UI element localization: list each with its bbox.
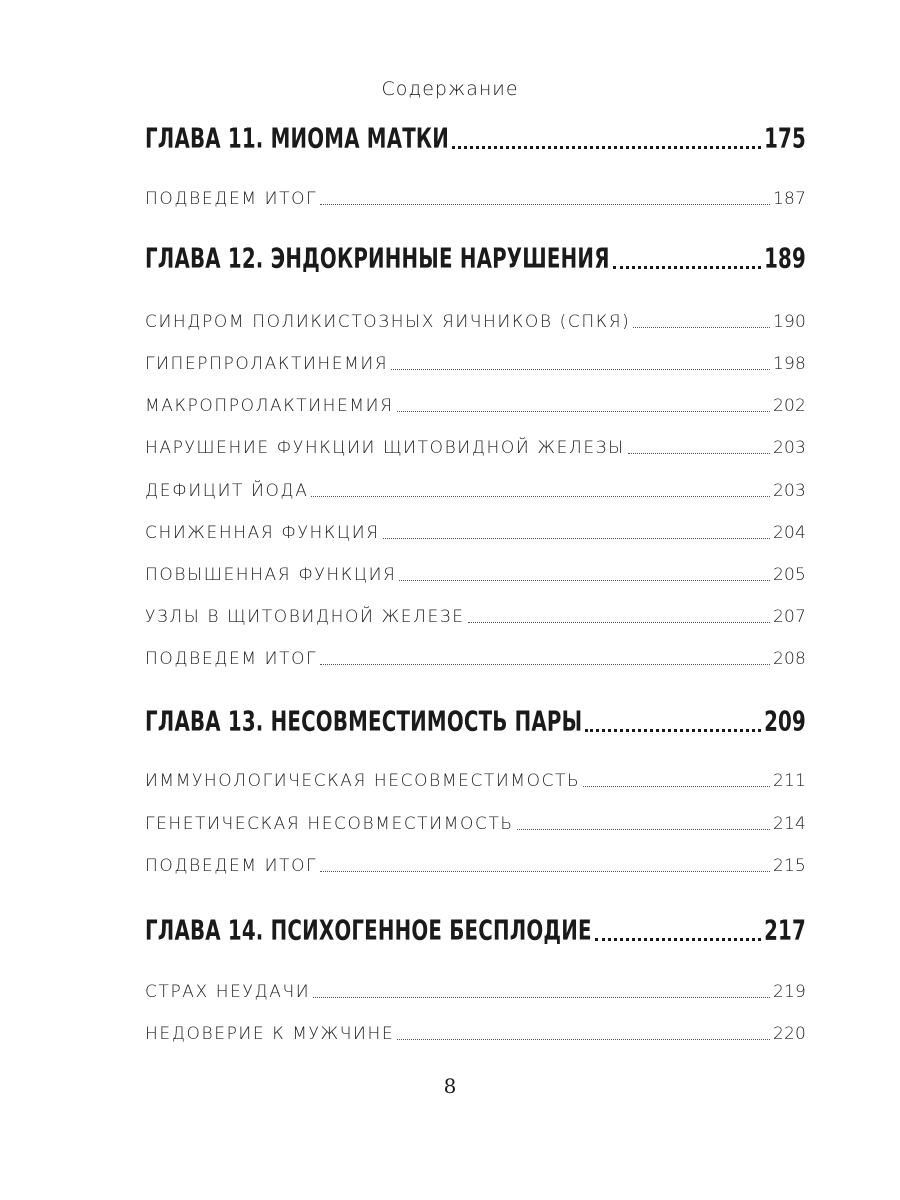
toc-section-row[interactable]: [145, 189, 806, 209]
toc-chapter-row[interactable]: [145, 915, 806, 947]
dot-leader: [595, 938, 761, 941]
section-title: НАРУШЕНИЕ ФУНКЦИИ ЩИТОВИДНОЙ ЖЕЛЕЗЫ: [145, 438, 625, 458]
section-page-number: 211: [772, 771, 806, 791]
dot-leader: [583, 786, 770, 787]
chapter-page-number: 209: [764, 706, 806, 738]
dot-leader: [613, 266, 761, 269]
dot-leader: [383, 538, 770, 539]
section-page-number: 215: [772, 856, 806, 876]
dot-leader: [633, 327, 770, 328]
toc-chapter-row[interactable]: [145, 706, 806, 738]
toc-section-row[interactable]: [145, 523, 806, 543]
section-title: ПОВЫШЕННАЯ ФУНКЦИЯ: [145, 565, 397, 585]
toc-section-row[interactable]: [145, 354, 806, 374]
toc-section-row[interactable]: [145, 396, 806, 416]
section-page-number: 190: [772, 312, 806, 332]
section-title: УЗЛЫ В ЩИТОВИДНОЙ ЖЕЛЕЗЕ: [145, 607, 465, 627]
section-title: ПОДВЕДЕМ ИТОГ: [145, 856, 318, 876]
section-title: СИНДРОМ ПОЛИКИСТОЗНЫХ ЯИЧНИКОВ (СПКЯ): [145, 312, 631, 332]
chapter-page-number: 189: [764, 243, 806, 275]
toc-section-row[interactable]: [145, 856, 806, 876]
dot-leader: [391, 369, 770, 370]
section-page-number: 205: [772, 565, 806, 585]
section-page-number: 207: [772, 607, 806, 627]
toc-section-row[interactable]: [145, 481, 806, 501]
section-title: СТРАХ НЕУДАЧИ: [145, 982, 311, 1002]
section-page-number: 220: [772, 1024, 806, 1044]
chapter-title: ГЛАВА 13. НЕСОВМЕСТИМОСТЬ ПАРЫ: [145, 706, 583, 738]
chapter-page-number: 175: [764, 123, 806, 155]
toc-chapter-row[interactable]: [145, 123, 806, 155]
page-header-title: Содержание: [381, 78, 519, 100]
section-title: ПОДВЕДЕМ ИТОГ: [145, 189, 318, 209]
dot-leader: [320, 204, 770, 205]
section-page-number: 219: [772, 982, 806, 1002]
chapter-title: ГЛАВА 14. ПСИХОГЕННОЕ БЕСПЛОДИЕ: [145, 915, 592, 947]
dot-leader: [628, 453, 770, 454]
toc-section-row[interactable]: [145, 607, 806, 627]
chapter-title: ГЛАВА 11. МИОМА МАТКИ: [145, 123, 450, 155]
toc-section-row[interactable]: [145, 649, 806, 669]
section-page-number: 198: [772, 354, 806, 374]
dot-leader: [468, 622, 770, 623]
toc-section-row[interactable]: [145, 814, 806, 834]
section-title: ДЕФИЦИТ ЙОДА: [145, 481, 309, 501]
toc-section-row[interactable]: [145, 312, 806, 332]
dot-leader: [399, 580, 769, 581]
dot-leader: [311, 496, 769, 497]
dot-leader: [320, 664, 770, 665]
dot-leader: [585, 729, 761, 732]
toc-chapter-row[interactable]: [145, 243, 806, 275]
section-title: МАКРОПРОЛАКТИНЕМИЯ: [145, 396, 394, 416]
footer-page-number: 8: [443, 1074, 457, 1098]
section-title: СНИЖЕННАЯ ФУНКЦИЯ: [145, 523, 380, 543]
toc-section-row[interactable]: [145, 1024, 806, 1044]
dot-leader: [452, 146, 761, 149]
toc-section-row[interactable]: [145, 982, 806, 1002]
section-title: ГИПЕРПРОЛАКТИНЕМИЯ: [145, 354, 389, 374]
toc-section-row[interactable]: [145, 438, 806, 458]
toc-section-row[interactable]: [145, 565, 806, 585]
section-page-number: 202: [772, 396, 806, 416]
section-page-number: 203: [772, 481, 806, 501]
dot-leader: [313, 997, 770, 998]
dot-leader: [517, 829, 770, 830]
section-title: ГЕНЕТИЧЕСКАЯ НЕСОВМЕСТИМОСТЬ: [145, 814, 514, 834]
toc-section-row[interactable]: [145, 771, 806, 791]
section-title: ПОДВЕДЕМ ИТОГ: [145, 649, 318, 669]
dot-leader: [397, 1039, 770, 1040]
chapter-title: ГЛАВА 12. ЭНДОКРИННЫЕ НАРУШЕНИЯ: [145, 243, 610, 275]
section-page-number: 203: [772, 438, 806, 458]
section-page-number: 208: [772, 649, 806, 669]
chapter-page-number: 217: [764, 915, 806, 947]
dot-leader: [397, 411, 770, 412]
section-title: НЕДОВЕРИЕ К МУЖЧИНЕ: [145, 1024, 395, 1044]
section-page-number: 214: [772, 814, 806, 834]
section-page-number: 204: [772, 523, 806, 543]
dot-leader: [320, 871, 770, 872]
section-page-number: 187: [772, 189, 806, 209]
section-title: ИММУНОЛОГИЧЕСКАЯ НЕСОВМЕСТИМОСТЬ: [145, 771, 581, 791]
